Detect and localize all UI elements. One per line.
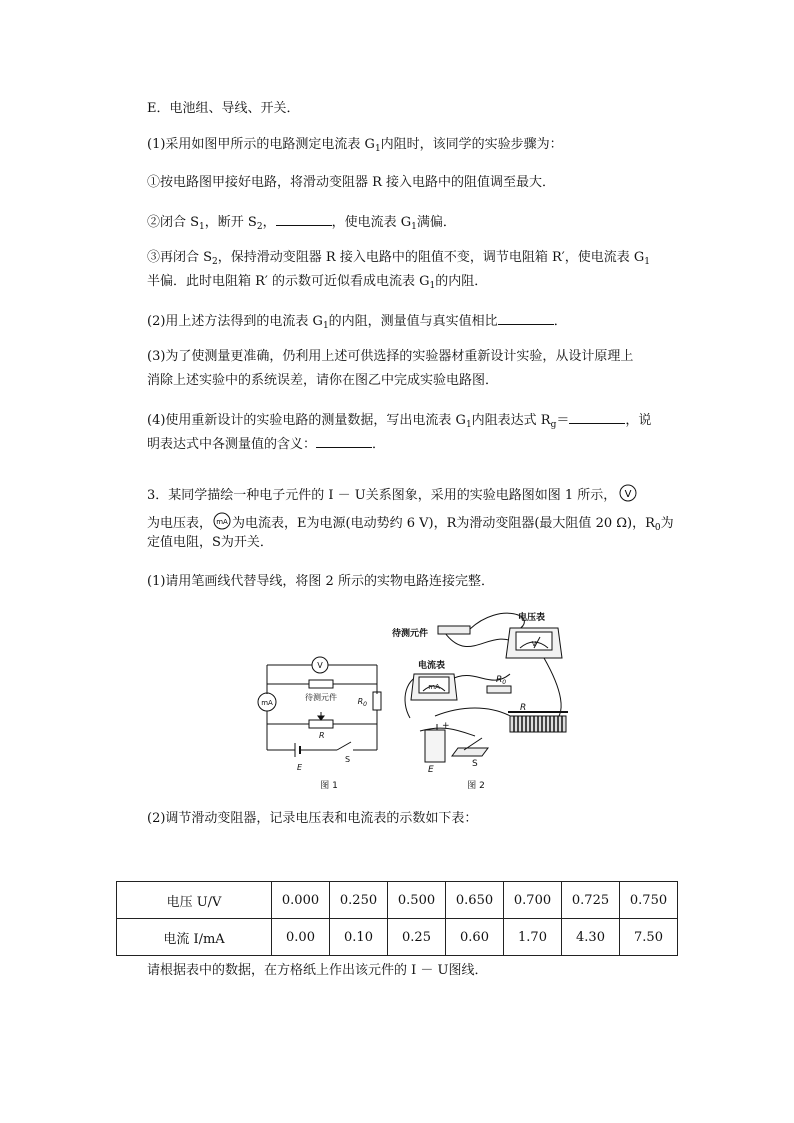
part4-line2: 明表达式中各测量值的含义： ． [147,437,386,452]
svg-text:图 1: 图 1 [320,781,338,791]
question-3-line2: 为电压表， mA 为电流表，E为电源(电动势约 6 V)，R为滑动变阻器(最大阻值 20 Ω)，$R_0$为 [147,511,674,532]
table-cell: 0.60 [446,919,504,956]
svg-text:图 2: 图 2 [467,781,485,791]
table-row-voltage [117,882,678,919]
table-cell: 0.750 [620,882,678,919]
figure-2-physical-circuit [390,606,580,792]
svg-text:mA: mA [261,699,273,707]
part4-line1: (4)使用重新设计的实验电路的测量数据，写出电流表 $G_1$内阻表达式 $R_g=$ ，说 [147,413,652,430]
table-cell: 4.30 [562,919,620,956]
table-cell: 0.10 [330,919,388,956]
svg-text:E: E [297,763,303,772]
svg-text:R: R [319,731,325,740]
answer-blank[interactable] [569,411,625,424]
part1-intro: (1)采用如图甲所示的电路测定电流表 $G_1$内阻时，该同学的实验步骤为： [147,137,563,154]
svg-text:mA: mA [428,683,440,691]
figure-1-circuit-diagram [255,650,395,792]
question-3-line1: 3．某同学描绘一种电子元件的 I － U关系图象，采用的实验电路图如图 1 所示， V [147,483,638,504]
step-1: ①按电路图甲接好电路，将滑动变阻器 R 接入电路中的阻值调至最大． [147,175,556,190]
table-cell: 1.70 [504,919,562,956]
q3-part1: (1)请用笔画线代替导线，将图 2 所示的实物电路连接完整． [147,574,494,589]
table-cell: 7.50 [620,919,678,956]
svg-text:待测元件: 待测元件 [305,693,337,702]
question-3-line3: 定值电阻，S为开关． [147,535,273,550]
row-label-voltage: 电压 U/V [117,882,272,919]
q3-final-instruction: 请根据表中的数据，在方格纸上作出该元件的 I － U图线． [147,963,488,978]
milliammeter-symbol-icon [212,511,232,531]
part2: (2)用上述方法得到的电流表 $G_1$的内阻，测量值与真实值相比 ． [147,314,567,331]
svg-text:S: S [345,755,351,764]
voltmeter-symbol-icon [618,483,638,503]
table-cell: 0.000 [272,882,330,919]
step-3-line2: 半偏．此时电阻箱 R′ 的示数可近似看成电流表 $G_1$的内阻． [147,274,488,291]
answer-blank[interactable] [498,312,554,325]
answer-blank[interactable] [316,435,372,448]
part3-line2: 消除上述实验中的系统误差，请你在图乙中完成实验电路图． [147,373,499,388]
svg-text:R0: $R_0$ [357,697,367,708]
svg-text:电流表: 电流表 [418,661,446,671]
table-row-current [117,919,678,956]
svg-text:V: V [624,489,632,500]
table-cell: 0.700 [504,882,562,919]
row-label-current: 电流 I/mA [117,919,272,956]
svg-text:S: S [472,759,478,769]
line-battery: E．电池组、导线、开关． [147,101,300,116]
step-2: ②闭合 $S_1$，断开 $S_2$， ，使电流表 $G_1$满偏． [147,215,456,232]
table-cell: 0.250 [330,882,388,919]
svg-text:电压表: 电压表 [518,613,546,623]
svg-text:E: E [428,765,434,775]
svg-text:R: R [520,703,527,713]
svg-text:V: V [317,661,323,670]
table-cell: 0.25 [388,919,446,956]
svg-text:mA: mA [216,518,228,526]
q3-part2: (2)调节滑动变阻器，记录电压表和电流表的示数如下表： [147,811,478,826]
svg-text:R0: $R_0$ [496,675,507,686]
table-cell: 0.00 [272,919,330,956]
table-cell: 0.500 [388,882,446,919]
table-cell: 0.725 [562,882,620,919]
svg-text:待测元件: 待测元件 [392,629,429,639]
part3-line1: (3)为了使测量更准确，仍利用上述可供选择的实验器材重新设计实验，从设计原理上 [147,349,634,364]
svg-text:V: V [531,640,537,648]
table-cell: 0.650 [446,882,504,919]
answer-blank[interactable] [276,213,332,226]
voltage-current-table [116,881,678,956]
step-3-line1: ③再闭合 $S_2$，保持滑动变阻器 R 接入电路中的阻值不变，调节电阻箱 R′，使电流表 $G_1$ [147,250,650,267]
svg-text:+: + [442,721,450,731]
